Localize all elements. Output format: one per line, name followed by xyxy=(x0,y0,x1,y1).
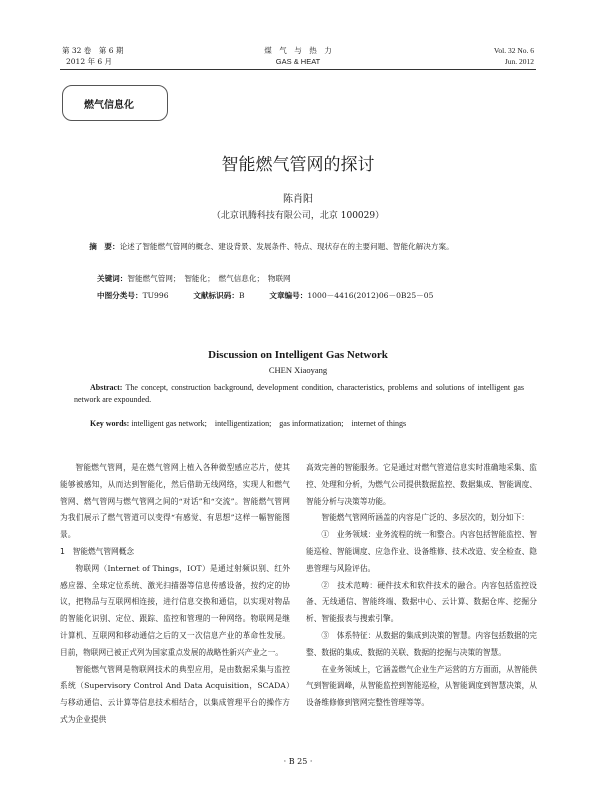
abstract-cn-text: 论述了智能燃气管网的概念、建设背景、发展条件、特点、现状存在的主要问题、智能化解决方案。 xyxy=(119,242,454,251)
english-abstract-text: The concept, construction background, development condition, characteristics, problems and solutions of intelligent gas network are expounded. xyxy=(74,383,524,405)
journal-date-cn: 2012 年 6 月 xyxy=(66,57,113,66)
english-abstract xyxy=(74,382,524,407)
journal-title-en: GAS & HEAT xyxy=(275,57,321,66)
journal-title-cn: 煤 气 与 热 力 xyxy=(264,46,332,55)
english-author: CHEN Xiaoyang xyxy=(268,365,328,375)
clc-label: 中图分类号： xyxy=(97,291,143,300)
doc-code-value: B xyxy=(238,291,245,300)
list-item: ② 技术范畴：硬件技术和软件技术的融合。内容包括监控设备、无线通信、智能终端、数据中心、云计算、数据仓库、挖掘分析、智能报表与搜索引擎。 xyxy=(306,580,537,624)
journal-volume: 第 32 卷 第 6 期 xyxy=(62,46,124,55)
english-title: Discussion on Intelligent Gas Network xyxy=(208,349,388,361)
paragraph: 智能燃气管网是物联网技术的典型应用，是由数据采集与监控系统（Supervisory Control And Data Acquisition，SCADA）与移动通信、云计算等信息技术相结合，以集成管理平台的操作方式为企业提供 xyxy=(60,664,290,724)
paragraph: 高效完善的智能服务。它是通过对燃气管道信息实时准确地采集、监控、处理和分析，为燃气公司提供数据监控、数据集成、智能调度、智能分析与决策等功能。 xyxy=(306,463,537,506)
list-item: ① 业务领域：业务流程的统一和整合。内容包括智能监控、智能巡检、智能调度、应急作业、设备维修、技术改造、安全检查、隐患管理与风险评估。 xyxy=(306,530,537,573)
section-badge-label: 燃气信息化 xyxy=(84,100,134,111)
abstract-cn xyxy=(74,241,522,253)
article-id-label: 文章编号： xyxy=(269,291,308,300)
english-keywords xyxy=(74,418,524,430)
article-title: 智能燃气管网的探讨 xyxy=(221,155,375,175)
english-abstract-label: Abstract: xyxy=(90,383,123,392)
left-column xyxy=(60,460,290,729)
paragraph: 智能燃气管网所涵盖的内容是广泛的、多层次的，划分如下： xyxy=(321,513,529,523)
doc-code-label: 文献标识码： xyxy=(193,291,239,300)
abstract-cn-label: 摘 要： xyxy=(89,242,120,251)
paragraph: 智能燃气管网，是在燃气管网上植入各种微型感应芯片，使其能够被感知，从而达到智能化，然后借助无线网络，实现人和燃气管网、燃气管网与燃气管网之间的“对话”和“交流”。智能燃气管网为我们展示了燃气管道可以变得“有感觉、有思想”这样一幅智能图景。 xyxy=(60,463,290,540)
journal-date-en: Jun. 2012 xyxy=(504,57,534,66)
section-heading: 1 智能燃气管网概念 xyxy=(60,546,135,556)
paragraph: 在业务领域上，它涵盖燃气企业生产运营的方方面面，从智能供气到智能调峰，从智能监控到智能巡检，从智能调度到智慧决策，从设备维修修到管网完整性管理等等。 xyxy=(306,664,537,708)
page-number: · B 25 · xyxy=(283,757,313,766)
english-keywords-label: Key words: xyxy=(90,419,130,428)
journal-volume-en: Vol. 32 No. 6 xyxy=(493,46,534,55)
author: 陈肖阳 xyxy=(283,194,313,205)
classification-line xyxy=(97,290,527,302)
header-rule xyxy=(60,69,536,70)
keywords-cn xyxy=(97,273,545,285)
keywords-cn-text: 智能燃气管网； 智能化； 燃气信息化； 物联网 xyxy=(127,274,291,283)
section-badge xyxy=(62,85,168,121)
list-item: ③ 体系特征：从数据的集成到决策的智慧。内容包括数据的完整、数据的集成、数据的关联、数据的挖掘与决策的智慧。 xyxy=(306,630,537,657)
clc-value: TU996 xyxy=(142,291,169,300)
paragraph: 物联网（Internet of Things，IOT）是通过射频识别、红外感应器、全球定位系统、激光扫描器等信息传感设备，按约定的协议，把物品与互联网相连接，进行信息交换和通信，以实现对物品的智能化识别、定位、跟踪、监控和管理的一种网络。物联网是继计算机、互联网和移动通信之后的又一次信息产业的革命性发展。目前，物联网已被正式列为国家重点发展的战略性新兴产业之一。 xyxy=(60,563,290,657)
article-id-value: 1000－4416(2012)06－0B25－05 xyxy=(307,291,434,300)
keywords-cn-label: 关键词： xyxy=(97,274,128,283)
affiliation: （北京讯腾科技有限公司，北京 100029） xyxy=(211,211,385,221)
english-keywords-text: intelligent gas network; intelligentization; gas informatization; internet of things xyxy=(131,419,407,428)
right-column xyxy=(306,460,537,712)
